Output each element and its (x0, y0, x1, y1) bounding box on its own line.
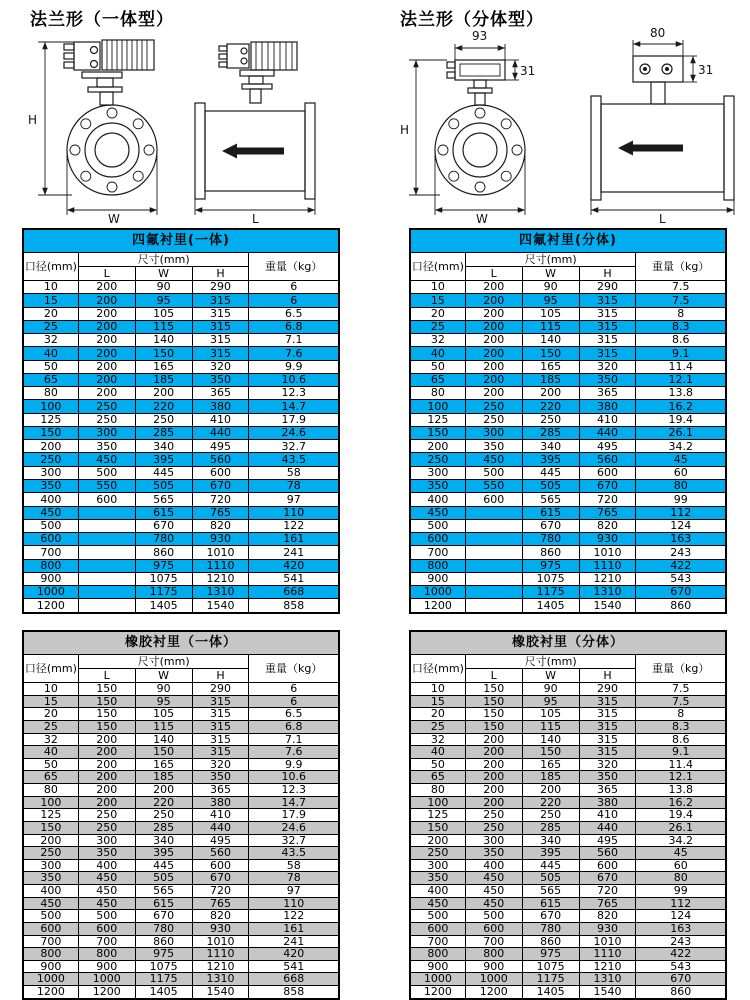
table-row: 20 200 105 315 6.5 (23, 307, 339, 320)
col-header-l: L (78, 267, 135, 281)
table-row: 15 200 95 315 6 (23, 294, 339, 307)
integrated-type-diagram (22, 26, 340, 224)
table-row: 15 150 95 315 6 (23, 695, 339, 708)
table-row: 800 800 975 1110 420 (23, 948, 339, 961)
col-header-diameter: 口径(mm) (23, 253, 78, 281)
table-row: 40 200 150 315 7.6 (23, 347, 339, 360)
table-row: 450 450 615 765 112 (410, 897, 726, 910)
col-header-w: W (522, 267, 579, 281)
split-front-box-width-dimension (455, 29, 505, 60)
table-row: 32 200 140 315 8.6 (410, 334, 726, 347)
table-row: 125 250 250 410 17.9 (23, 809, 339, 822)
col-header-size: 尺寸(mm) (78, 253, 249, 267)
col-header-weight: 重量（kg） (636, 253, 726, 281)
table-row: 300 500 445 600 60 (410, 466, 726, 479)
col-header-diameter: 口径(mm) (410, 655, 465, 683)
table-row: 250 450 395 560 43.5 (23, 453, 339, 466)
dim-label-31-side: 31 (698, 63, 714, 77)
table-row: 20 200 105 315 8 (410, 307, 726, 320)
table-row: 10 150 90 290 7.5 (410, 683, 726, 696)
table-row: 500 670 820 122 (23, 519, 339, 532)
split-type-diagram (398, 26, 746, 224)
split-side-box-width-dimension (633, 26, 683, 56)
table-row: 200 350 340 495 32.7 (23, 440, 339, 453)
split-h-dimension (400, 60, 447, 195)
table-row: 700 860 1010 243 (410, 546, 726, 559)
col-header-weight: 重量（kg） (636, 655, 726, 683)
dim-label-l: L (252, 212, 259, 224)
table-row: 40 200 150 315 9.1 (410, 347, 726, 360)
dim-label-h: H (28, 113, 38, 127)
table-row: 50 200 165 320 9.9 (23, 758, 339, 771)
table-row: 800 975 1110 422 (410, 559, 726, 572)
table-ptfe-split (409, 228, 727, 614)
dim-label-31-front: 31 (520, 64, 536, 78)
table-row: 100 200 220 380 14.7 (23, 796, 339, 809)
table-row: 50 200 165 320 11.4 (410, 360, 726, 373)
table-row: 150 300 285 440 24.6 (23, 426, 339, 439)
table-row: 400 600 565 720 99 (410, 493, 726, 506)
table-row: 50 200 165 320 11.4 (410, 758, 726, 771)
table-row: 450 615 765 112 (410, 506, 726, 519)
col-header-weight: 重量（kg） (249, 253, 339, 281)
table-rubber-split (409, 630, 727, 1000)
col-header-diameter: 口径(mm) (410, 253, 465, 281)
table-row: 65 200 185 350 10.6 (23, 373, 339, 386)
table-row: 350 550 505 670 78 (23, 479, 339, 492)
table-row: 25 150 115 315 6.8 (23, 720, 339, 733)
col-header-h: H (579, 669, 636, 683)
table-row: 80 200 200 365 12.3 (23, 784, 339, 797)
split-side-view (591, 56, 734, 200)
integrated-side-view (195, 42, 315, 199)
col-header-size: 尺寸(mm) (465, 253, 636, 267)
table-row: 300 400 445 600 60 (410, 859, 726, 872)
table-row: 10 150 90 290 6 (23, 683, 339, 696)
table-row: 100 250 220 380 16.2 (410, 400, 726, 413)
table-row: 250 450 395 560 45 (410, 453, 726, 466)
table-row: 125 250 250 410 17.9 (23, 413, 339, 426)
table-row: 700 700 860 1010 241 (23, 935, 339, 948)
table-row: 1000 1000 1175 1310 670 (410, 973, 726, 986)
col-header-h: H (192, 669, 249, 683)
col-header-size: 尺寸(mm) (78, 655, 249, 669)
table-row: 450 450 615 765 110 (23, 897, 339, 910)
table-row: 400 450 565 720 97 (23, 885, 339, 898)
table-row: 500 500 670 820 124 (410, 910, 726, 923)
table-row: 15 150 95 315 7.5 (410, 695, 726, 708)
table-row: 100 250 220 380 14.7 (23, 400, 339, 413)
table-row: 600 600 780 930 161 (23, 922, 339, 935)
table-row: 1000 1000 1175 1310 668 (23, 973, 339, 986)
table-row: 250 350 395 560 45 (410, 847, 726, 860)
col-header-diameter: 口径(mm) (23, 655, 78, 683)
table-row: 40 200 150 315 7.6 (23, 746, 339, 759)
table-row: 200 300 340 495 32.7 (23, 834, 339, 847)
dim-label-w: W (108, 212, 120, 224)
flow-direction-arrow (618, 141, 683, 156)
table-row: 20 150 105 315 8 (410, 708, 726, 721)
table-row: 1200 1200 1405 1540 858 (23, 986, 339, 1000)
table-row: 700 860 1010 241 (23, 546, 339, 559)
table-row: 500 500 670 820 122 (23, 910, 339, 923)
table-row: 500 670 820 124 (410, 519, 726, 532)
table-row: 350 450 505 670 78 (23, 872, 339, 885)
table-row: 600 600 780 930 163 (410, 922, 726, 935)
table-row: 700 700 860 1010 243 (410, 935, 726, 948)
col-header-l: L (78, 669, 135, 683)
split-w-dimension (435, 150, 525, 224)
flow-direction-arrow (222, 144, 284, 159)
integrated-l-dimension (195, 199, 315, 224)
split-front-flange (435, 105, 525, 195)
col-header-w: W (135, 267, 192, 281)
table-title: 四氟衬里(分体) (410, 229, 726, 253)
table-title: 橡胶衬里（分体） (410, 631, 726, 655)
table-row: 350 450 505 670 80 (410, 872, 726, 885)
table-row: 65 200 185 350 10.6 (23, 771, 339, 784)
table-row: 1200 1405 1540 858 (23, 599, 339, 613)
table-row: 900 900 1075 1210 543 (410, 960, 726, 973)
integrated-front-flange (67, 105, 157, 195)
table-row: 1200 1200 1405 1540 860 (410, 986, 726, 1000)
table-row: 65 200 185 350 12.1 (410, 373, 726, 386)
table-row: 65 200 185 350 12.1 (410, 771, 726, 784)
table-row: 125 250 250 410 19.4 (410, 809, 726, 822)
table-title: 橡胶衬里（一体） (23, 631, 339, 655)
table-row: 150 250 285 440 24.6 (23, 821, 339, 834)
table-row: 20 150 105 315 6.5 (23, 708, 339, 721)
integrated-h-dimension (28, 42, 78, 195)
integrated-front-transmitter (64, 40, 154, 105)
col-header-weight: 重量（kg） (249, 655, 339, 683)
col-header-l: L (465, 669, 522, 683)
table-row: 900 900 1075 1210 541 (23, 960, 339, 973)
table-row: 350 550 505 670 80 (410, 479, 726, 492)
dim-label-w: W (476, 212, 488, 224)
col-header-w: W (522, 669, 579, 683)
dim-label-l: L (659, 212, 666, 224)
table-row: 800 975 1110 420 (23, 559, 339, 572)
dim-label-h: H (400, 123, 410, 137)
col-header-size: 尺寸(mm) (465, 655, 636, 669)
table-row: 15 200 95 315 7.5 (410, 294, 726, 307)
left-section-title: 法兰形（一体型） (30, 10, 174, 30)
table-row: 400 450 565 720 99 (410, 885, 726, 898)
table-row: 300 400 445 600 58 (23, 859, 339, 872)
table-row: 32 200 140 315 8.6 (410, 733, 726, 746)
table-row: 10 200 90 290 7.5 (410, 281, 726, 294)
col-header-w: W (135, 669, 192, 683)
split-front-box-height-dimension (505, 60, 535, 80)
table-row: 200 350 340 495 34.2 (410, 440, 726, 453)
table-row: 150 300 285 440 26.1 (410, 426, 726, 439)
table-row: 125 250 250 410 19.4 (410, 413, 726, 426)
right-section-title: 法兰形（分体型） (400, 10, 544, 30)
col-header-l: L (465, 267, 522, 281)
table-row: 800 800 975 1110 422 (410, 948, 726, 961)
table-row: 32 200 140 315 7.1 (23, 733, 339, 746)
table-row: 25 200 115 315 8.3 (410, 320, 726, 333)
table-row: 1000 1175 1310 670 (410, 586, 726, 599)
table-row: 80 200 200 365 13.8 (410, 387, 726, 400)
table-row: 50 200 165 320 9.9 (23, 360, 339, 373)
table-row: 450 615 765 110 (23, 506, 339, 519)
split-front-junction-box (447, 60, 505, 105)
table-ptfe-integrated (22, 228, 340, 614)
table-row: 600 780 930 161 (23, 533, 339, 546)
table-row: 400 600 565 720 97 (23, 493, 339, 506)
table-row: 900 1075 1210 541 (23, 572, 339, 585)
table-row: 100 200 220 380 16.2 (410, 796, 726, 809)
table-row: 600 780 930 163 (410, 533, 726, 546)
table-row: 250 350 395 560 43.5 (23, 847, 339, 860)
table-rubber-integrated (22, 630, 340, 1000)
table-row: 150 250 285 440 26.1 (410, 821, 726, 834)
table-row: 10 200 90 290 6 (23, 281, 339, 294)
table-row: 32 200 140 315 7.1 (23, 334, 339, 347)
col-header-h: H (579, 267, 636, 281)
split-l-dimension (591, 200, 734, 224)
split-side-box-height-dimension (683, 56, 713, 82)
table-row: 80 200 200 365 12.3 (23, 387, 339, 400)
table-row: 900 1075 1210 543 (410, 572, 726, 585)
table-row: 1200 1405 1540 860 (410, 599, 726, 613)
table-row: 200 300 340 495 34.2 (410, 834, 726, 847)
dim-label-80: 80 (650, 26, 666, 40)
dim-label-93: 93 (472, 29, 488, 43)
table-row: 300 500 445 600 58 (23, 466, 339, 479)
table-row: 25 150 115 315 8.3 (410, 720, 726, 733)
table-row: 25 200 115 315 6.8 (23, 320, 339, 333)
table-row: 1000 1175 1310 668 (23, 586, 339, 599)
col-header-h: H (192, 267, 249, 281)
table-row: 40 200 150 315 9.1 (410, 746, 726, 759)
table-row: 80 200 200 365 13.8 (410, 784, 726, 797)
table-title: 四氟衬里(一体) (23, 229, 339, 253)
integrated-w-dimension (67, 150, 157, 224)
